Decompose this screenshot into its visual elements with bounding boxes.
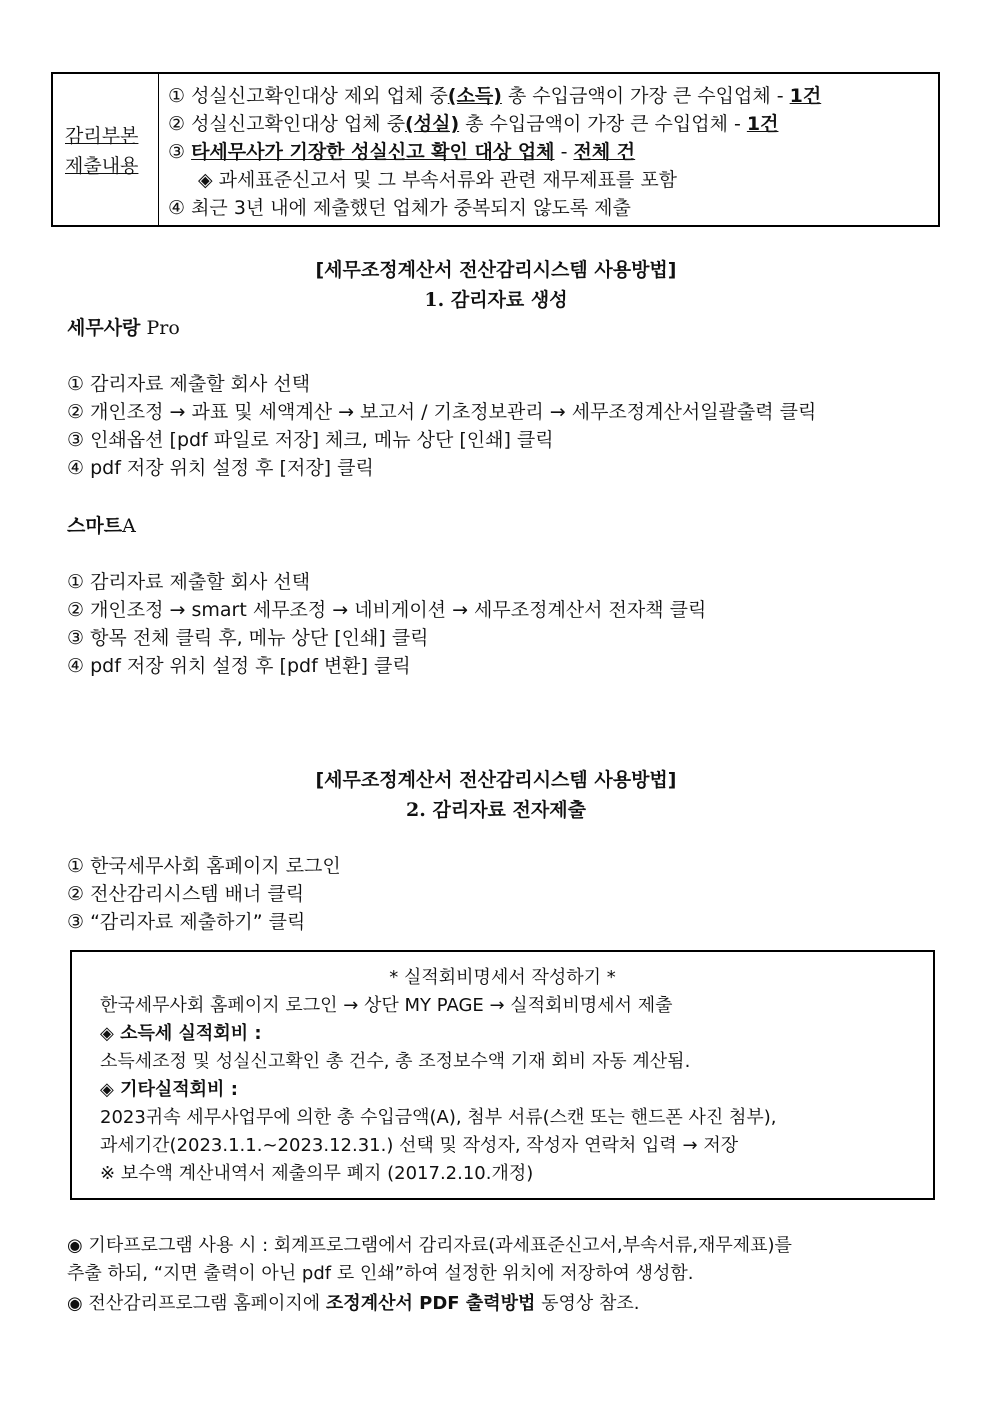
submission-item-4: ④ 최근 3년 내에 제출했던 업체가 중복되지 않도록 제출 <box>168 197 631 219</box>
footer-note-1-line-2: 추출 하되, “지면 출력이 아닌 pdf 로 인쇄”하여 설정한 위치에 저장하여 생성함. <box>67 1263 694 1284</box>
fee-box-path: 한국세무사회 홈페이지 로그인 → 상단 MY PAGE → 실적회비명세서 제출 <box>100 995 673 1016</box>
submission-content-cell <box>168 82 938 222</box>
section1-subheading: 1. 감리자료 생성 <box>424 289 568 311</box>
submission-item-1: ① 성실신고확인대상 제외 업체 중(소득) 총 수입금액이 가장 큰 수입업체 - 1건 <box>168 85 822 107</box>
program2-step-3: ③ 항목 전체 클릭 후, 메뉴 상단 [인쇄] 클릭 <box>67 627 429 649</box>
income-fee-title: ◈ 소득세 실적회비 : <box>100 1023 262 1044</box>
label-line-2: 제출내용 <box>65 155 139 177</box>
section2-subheading: 2. 감리자료 전자제출 <box>406 799 586 821</box>
section2-step-2: ② 전산감리시스템 배너 클릭 <box>67 883 305 905</box>
footer-note-1-line-1: ◉ 기타프로그램 사용 시 : 회계프로그램에서 감리자료(과세표준신고서,부속서류,재무제표)를 <box>67 1235 792 1256</box>
section2-heading: [세무조정계산서 전산감리시스템 사용방법] <box>315 769 677 791</box>
program1-step-4: ④ pdf 저장 위치 설정 후 [저장] 클릭 <box>67 457 374 479</box>
program1-step-3: ③ 인쇄옵션 [pdf 파일로 저장] 체크, 메뉴 상단 [인쇄] 클릭 <box>67 429 554 451</box>
section2-step-1: ① 한국세무사회 홈페이지 로그인 <box>67 855 341 877</box>
other-fee-desc-1: 2023귀속 세무사업무에 의한 총 수입금액(A), 첨부 서류(스캔 또는 핸드폰 사진 첨부), <box>100 1107 777 1128</box>
other-fee-desc-2: 과세기간(2023.1.1.~2023.12.31.) 선택 및 작성자, 작성자 연락처 입력 → 저장 <box>100 1135 739 1156</box>
submission-label-cell <box>53 74 159 225</box>
label-line-1: 감리부본 <box>65 125 139 147</box>
fee-statement-box <box>70 950 935 1200</box>
income-fee-desc: 소득세조정 및 성실신고확인 총 건수, 총 조정보수액 기재 회비 자동 계산됨. <box>100 1051 691 1072</box>
program2-step-1: ① 감리자료 제출할 회사 선택 <box>67 571 311 593</box>
section1-heading: [세무조정계산서 전산감리시스템 사용방법] <box>315 259 677 281</box>
submission-item-2: ② 성실신고확인대상 업체 중(성실) 총 수입금액이 가장 큰 수입업체 - 1건 <box>168 113 779 135</box>
submission-item-3-note: ◈ 과세표준신고서 및 그 부속서류와 관련 재무제표를 포함 <box>198 169 678 191</box>
program2-step-4: ④ pdf 저장 위치 설정 후 [pdf 변환] 클릭 <box>67 655 411 677</box>
program2-step-2: ② 개인조정 → smart 세무조정 → 네비게이션 → 세무조정계산서 전자책 클릭 <box>67 599 707 621</box>
fee-box-title: * 실적회비명세서 작성하기 * <box>389 967 616 988</box>
program1-title: 세무사랑 Pro <box>67 317 180 339</box>
submission-item-3: ③ 타세무사가 기장한 성실신고 확인 대상 업체 - 전체 건 <box>168 141 636 163</box>
fee-box-note: ※ 보수액 계산내역서 제출의무 폐지 (2017.2.10.개정) <box>100 1163 534 1184</box>
other-fee-title: ◈ 기타실적회비 : <box>100 1079 238 1100</box>
footer-note-2: ◉ 전산감리프로그램 홈페이지에 조정계산서 PDF 출력방법 동영상 참조. <box>67 1293 640 1314</box>
program1-step-2: ② 개인조정 → 과표 및 세액계산 → 보고서 / 기초정보관리 → 세무조정계산서일괄출력 클릭 <box>67 401 817 423</box>
section2-step-3: ③ “감리자료 제출하기” 클릭 <box>67 911 306 933</box>
program1-step-1: ① 감리자료 제출할 회사 선택 <box>67 373 311 395</box>
submission-table <box>51 72 940 227</box>
program2-title: 스마트A <box>67 515 136 537</box>
